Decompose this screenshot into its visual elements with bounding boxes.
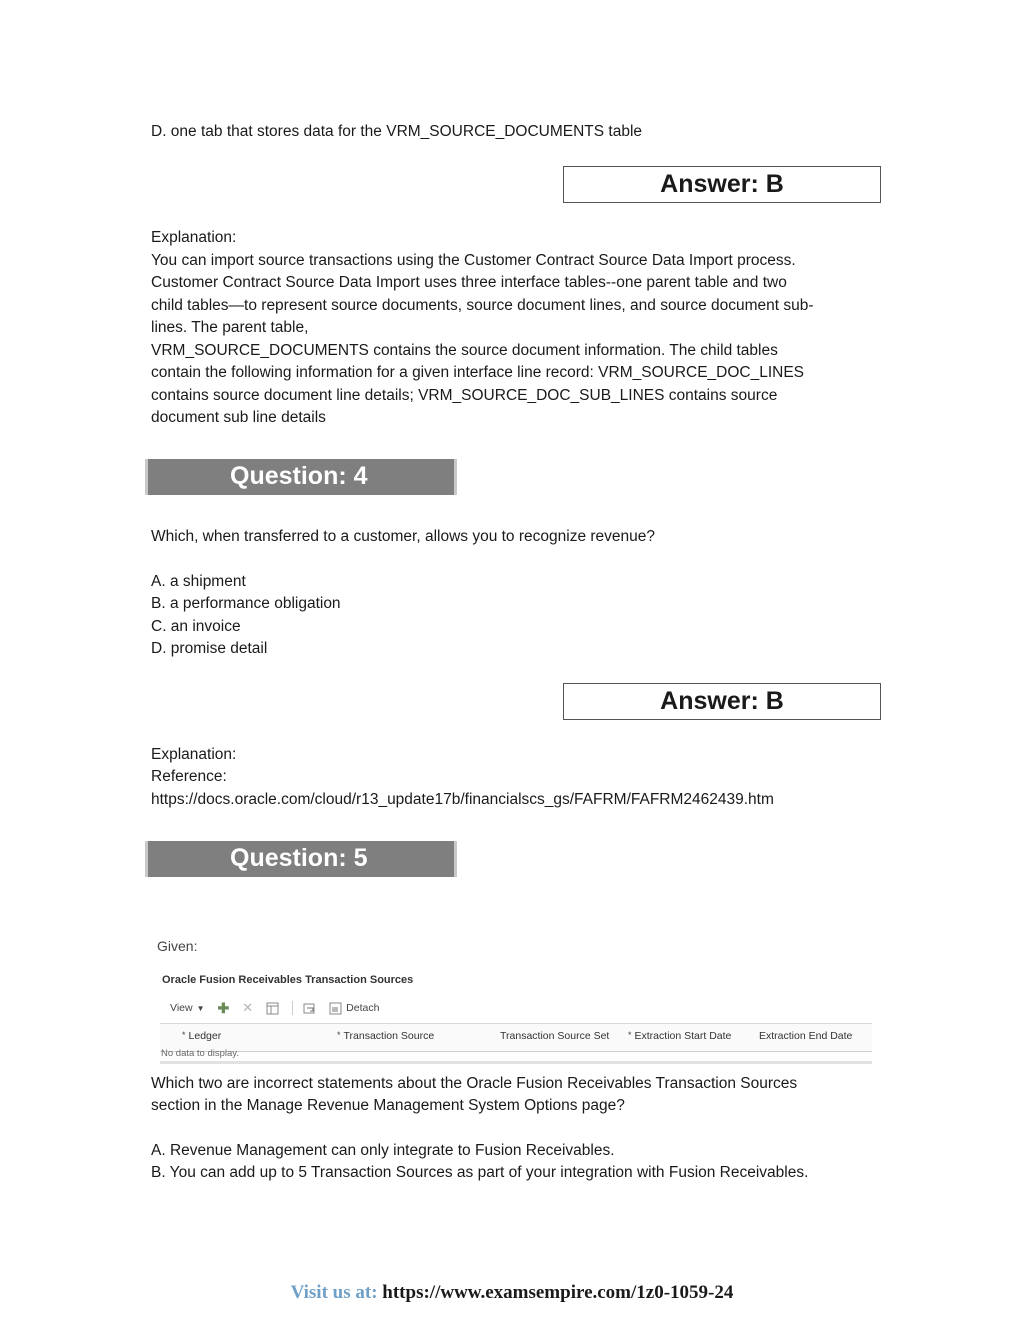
delete-row-button[interactable] [242,1000,253,1016]
table-header [160,1023,872,1052]
table-toolbar [170,999,392,1017]
explanation-line: Customer Contract Source Data Import uses three interface tables--one parent table and two [151,274,787,291]
column-header-extraction-start-date[interactable] [628,1030,731,1042]
freeze-icon [266,1002,279,1015]
footer-lead: Visit us at: [290,1282,378,1303]
freeze-button[interactable] [266,1002,279,1015]
option-a: A. Revenue Management can only integrate to Fusion Receivables. [151,1142,615,1159]
column-header-transaction-source[interactable] [337,1030,434,1042]
explanation-line: VRM_SOURCE_DOCUMENTS contains the source document information. The child tables [151,342,778,359]
detach-icon [329,1002,342,1015]
detach-button[interactable] [329,1002,379,1015]
wrap-icon [303,1002,316,1015]
explanation-line: contains source document line details; VRM_SOURCE_DOC_SUB_LINES contains source [151,387,778,404]
option-c: C. an invoice [151,618,241,635]
column-header-ledger[interactable] [182,1030,221,1042]
explanation-line: child tables—to represent source documents, source document lines, and source document sub- [151,297,814,314]
view-menu[interactable] [170,1002,205,1014]
explanation-label: Explanation: [151,229,237,246]
option-b: B. a performance obligation [151,595,341,612]
page-footer [0,1282,1024,1304]
explanation-line: You can import source transactions using the Customer Contract Source Data Import process. [151,252,796,269]
required-mark: * [628,1030,632,1040]
column-label: Transaction Source Set [500,1030,610,1042]
question-5-line: section in the Manage Revenue Management System Options page? [151,1097,625,1114]
explanation-label-q4: Explanation: [151,746,237,763]
no-data-message: No data to display. [161,1048,239,1059]
question-5-line: Which two are incorrect statements about the Oracle Fusion Receivables Transaction Sources [151,1075,798,1092]
reference-link[interactable]: https://docs.oracle.com/cloud/r13_update17b/financialscs_gs/FAFRM/FAFRM2462439.htm [151,791,774,808]
required-mark: * [337,1030,341,1040]
section-title: Oracle Fusion Receivables Transaction Sources [162,974,414,986]
option-d-text: D. one tab that stores data for the VRM_SOURCE_DOCUMENTS table [151,123,643,140]
footer-link[interactable]: https://www.examsempire.com/1z0-1059-24 [382,1282,734,1303]
detach-label: Detach [346,1002,380,1014]
answer-box-q4: Answer: B [563,683,881,720]
column-label: Transaction Source [343,1030,435,1042]
required-mark: * [182,1030,186,1040]
column-header-transaction-source-set[interactable] [500,1030,609,1042]
question-4-header [145,459,457,495]
view-label: View [170,1002,193,1014]
question-4-title: Question: 4 [230,462,368,490]
question-4-text: Which, when transferred to a customer, allows you to recognize revenue? [151,528,656,545]
toolbar-separator [292,1001,293,1015]
option-b: B. You can add up to 5 Transaction Sources as part of your integration with Fusion Receivables. [151,1164,809,1181]
wrap-button[interactable] [303,1002,316,1015]
question-5-title: Question: 5 [230,844,368,872]
option-a: A. a shipment [151,573,246,590]
explanation-line: lines. The parent table, [151,319,309,336]
add-row-button[interactable] [218,1000,230,1017]
column-label: Ledger [188,1030,222,1042]
close-icon: ✕ [242,1000,254,1015]
column-label: Extraction Start Date [634,1030,732,1042]
explanation-line: document sub line details [151,409,326,426]
receivables-screenshot [150,930,875,1066]
given-label: Given: [157,938,198,954]
option-d: D. promise detail [151,640,268,657]
column-header-extraction-end-date[interactable] [759,1030,852,1042]
plus-icon: ✚ [217,999,230,1016]
answer-box-q3: Answer: B [563,166,881,203]
column-label: Extraction End Date [759,1030,853,1042]
question-5-header [145,841,457,877]
reference-label: Reference: [151,768,227,785]
horizontal-scrollbar[interactable] [160,1061,872,1064]
caret-down-icon: ▼ [196,1003,205,1013]
explanation-line: contain the following information for a given interface line record: VRM_SOURCE_DOC_LINES [151,364,805,381]
